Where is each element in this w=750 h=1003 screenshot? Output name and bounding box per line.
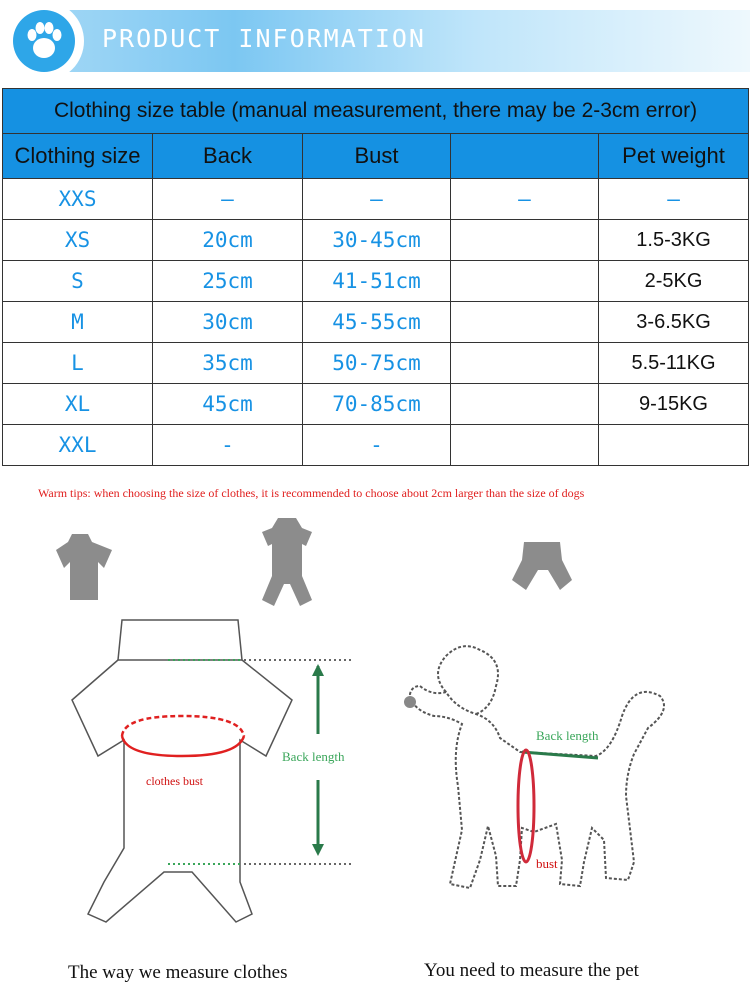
cell-size: XXL	[3, 425, 153, 466]
cell-extra	[451, 261, 599, 302]
table-row	[3, 425, 749, 466]
header-banner	[0, 0, 750, 82]
cell-size: XXS	[3, 179, 153, 220]
header-back: Back	[153, 134, 303, 179]
cell-size: XS	[3, 220, 153, 261]
cell-back: -	[153, 425, 303, 466]
cell-weight	[599, 425, 749, 466]
cell-back: —	[153, 179, 303, 220]
table-caption: Clothing size table (manual measurement, there may be 2-3cm error)	[3, 89, 749, 134]
garment-outline	[72, 620, 292, 922]
cell-size: M	[3, 302, 153, 343]
cell-bust: 50-75cm	[303, 343, 451, 384]
cell-bust: 41-51cm	[303, 261, 451, 302]
cell-bust: 30-45cm	[303, 220, 451, 261]
cell-weight: 1.5-3KG	[599, 220, 749, 261]
table-caption-row	[3, 89, 749, 134]
caption-measure-clothes: The way we measure clothes	[68, 962, 288, 983]
dog-bust-label: bust	[536, 856, 558, 871]
cell-extra	[451, 220, 599, 261]
garment-front-icon	[56, 534, 112, 600]
cell-back: 25cm	[153, 261, 303, 302]
table-row	[3, 384, 749, 425]
header-clothing-size: Clothing size	[3, 134, 153, 179]
cell-extra: —	[451, 179, 599, 220]
cell-bust: —	[303, 179, 451, 220]
dog-outline	[410, 646, 664, 888]
back-length-label: Back length	[282, 749, 345, 764]
caption-measure-pet: You need to measure the pet	[424, 960, 639, 981]
cell-bust: 70-85cm	[303, 384, 451, 425]
dog-back-length-label: Back length	[536, 728, 599, 743]
cell-bust: 45-55cm	[303, 302, 451, 343]
garment-legs-icon	[512, 542, 572, 590]
cell-back: 35cm	[153, 343, 303, 384]
table-row	[3, 220, 749, 261]
cell-extra	[451, 343, 599, 384]
cell-bust: -	[303, 425, 451, 466]
cell-back: 30cm	[153, 302, 303, 343]
cell-extra	[451, 302, 599, 343]
table-row	[3, 302, 749, 343]
cell-weight: 5.5-11KG	[599, 343, 749, 384]
cell-back: 45cm	[153, 384, 303, 425]
cell-extra	[451, 425, 599, 466]
warm-tip: Warm tips: when choosing the size of clothes, it is recommended to choose about 2cm larger than the size of dogs	[38, 486, 585, 500]
cell-size: S	[3, 261, 153, 302]
table-row	[3, 343, 749, 384]
size-table	[2, 88, 749, 466]
paw-print-icon	[13, 10, 75, 72]
table-header-row	[3, 134, 749, 179]
clothes-bust-label: clothes bust	[146, 774, 203, 788]
cell-weight: 2-5KG	[599, 261, 749, 302]
cell-weight: 3-6.5KG	[599, 302, 749, 343]
cell-back: 20cm	[153, 220, 303, 261]
dog-bust-marker	[518, 750, 534, 862]
banner-title: PRODUCT INFORMATION	[102, 24, 426, 53]
cell-extra	[451, 384, 599, 425]
cell-size: L	[3, 343, 153, 384]
measurement-diagram	[0, 510, 750, 1003]
dog-nose-icon	[404, 696, 416, 708]
cell-weight: 9-15KG	[599, 384, 749, 425]
cell-weight: —	[599, 179, 749, 220]
header-blank	[451, 134, 599, 179]
garment-full-icon	[262, 518, 312, 606]
header-bust: Bust	[303, 134, 451, 179]
cell-size: XL	[3, 384, 153, 425]
clothes-bust-marker	[122, 716, 244, 756]
header-pet-weight: Pet weight	[599, 134, 749, 179]
table-row	[3, 261, 749, 302]
table-row	[3, 179, 749, 220]
